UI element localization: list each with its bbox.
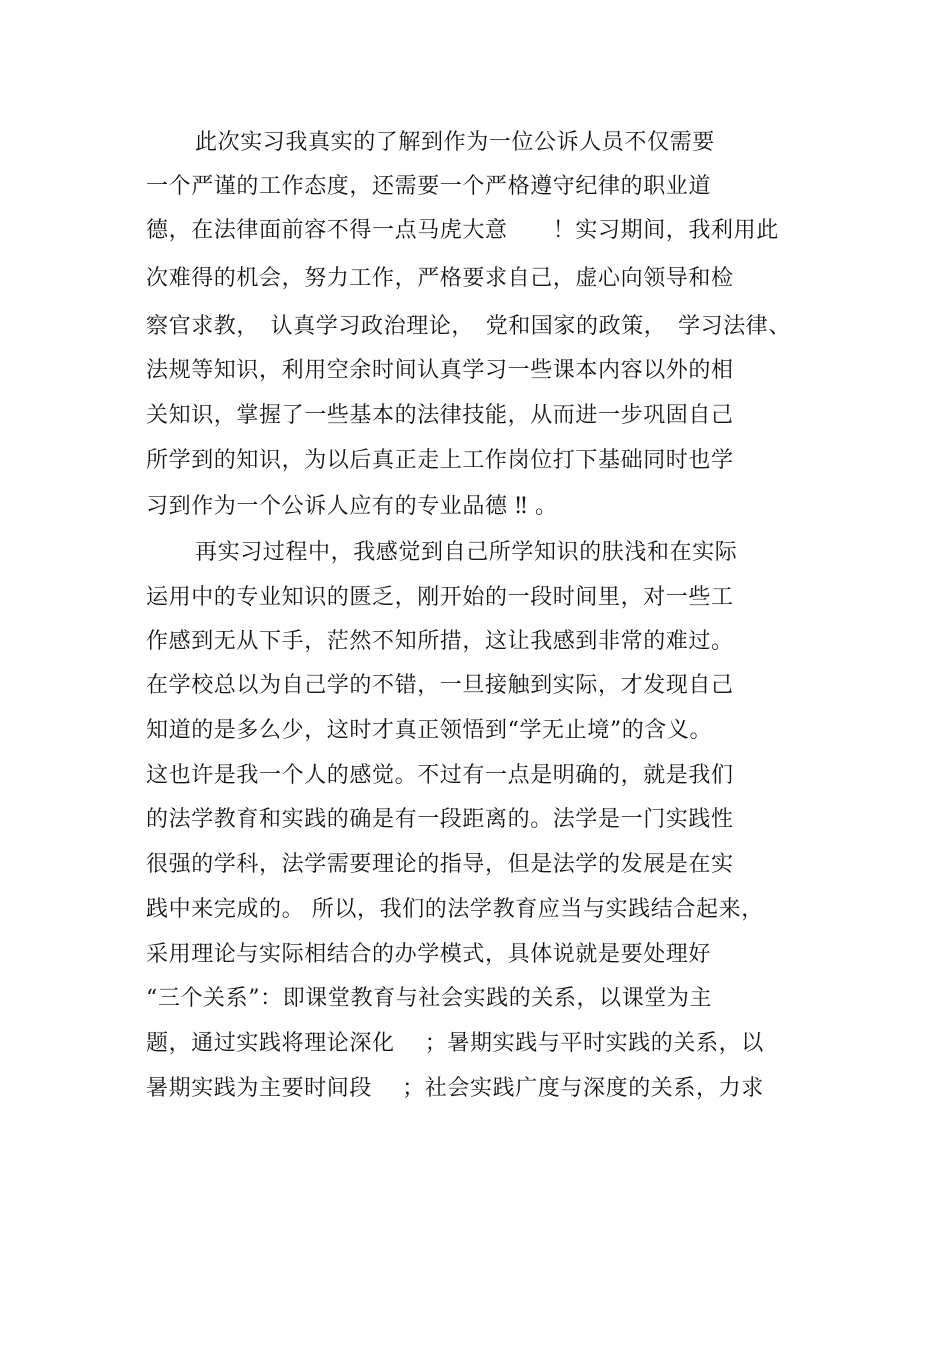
text-line: 践中来完成的。 所以，我们的法学教育应当与实践结合起来， bbox=[146, 897, 764, 922]
text-line: 暑期实践为主要时间段 ；社会实践广度与深度的关系，力求 bbox=[146, 1076, 764, 1101]
text-line: 知道的是多么少，这时才真正领悟到“学无止境”的含义。 bbox=[146, 718, 713, 743]
text-line: “三个关系”：即课堂教育与社会实践的关系，以课堂为主 bbox=[146, 986, 713, 1011]
text-line: 的法学教育和实践的确是有一段距离的。法学是一门实践性 bbox=[146, 807, 734, 832]
text-line: 一个严谨的工作态度，还需要一个严格遵守纪律的职业道 bbox=[146, 174, 712, 199]
text-line: 察官求教， 认真学习政治理论， 党和国家的政策， 学习法律、 bbox=[146, 314, 792, 339]
text-line: 次难得的机会，努力工作，严格要求自己，虚心向领导和检 bbox=[146, 266, 734, 291]
text-line: 采用理论与实际相结合的办学模式，具体说就是要处理好 bbox=[146, 942, 712, 967]
text-line: 运用中的专业知识的匮乏，刚开始的一段时间里，对一些工 bbox=[146, 585, 734, 610]
text-line: 题，通过实践将理论深化 ；暑期实践与平时实践的关系，以 bbox=[146, 1031, 764, 1056]
text-line: 所学到的知识，为以后真正走上工作岗位打下基础同时也学 bbox=[146, 448, 734, 473]
text-line: 法规等知识，利用空余时间认真学习一些课本内容以外的相 bbox=[146, 358, 734, 383]
text-line: 很强的学科，法学需要理论的指导，但是法学的发展是在实 bbox=[146, 852, 734, 877]
text-line: 这也许是我一个人的感觉。不过有一点是明确的，就是我们 bbox=[146, 763, 734, 788]
text-line: 此次实习我真实的了解到作为一位公诉人员不仅需要 bbox=[195, 130, 715, 155]
text-line: 再实习过程中，我感觉到自己所学知识的肤浅和在实际 bbox=[195, 540, 738, 565]
text-line: 习到作为一个公诉人应有的专业品德 ‼ 。 bbox=[146, 494, 558, 519]
text-line: 关知识，掌握了一些基本的法律技能，从而进一步巩固自己 bbox=[146, 403, 734, 428]
text-line: 德，在法律面前容不得一点马虎大意 ！实习期间，我利用此 bbox=[146, 218, 779, 243]
text-line: 作感到无从下手，茫然不知所措，这让我感到非常的难过。 bbox=[146, 629, 734, 654]
text-line: 在学校总以为自己学的不错，一旦接触到实际，才发现自己 bbox=[146, 673, 734, 698]
